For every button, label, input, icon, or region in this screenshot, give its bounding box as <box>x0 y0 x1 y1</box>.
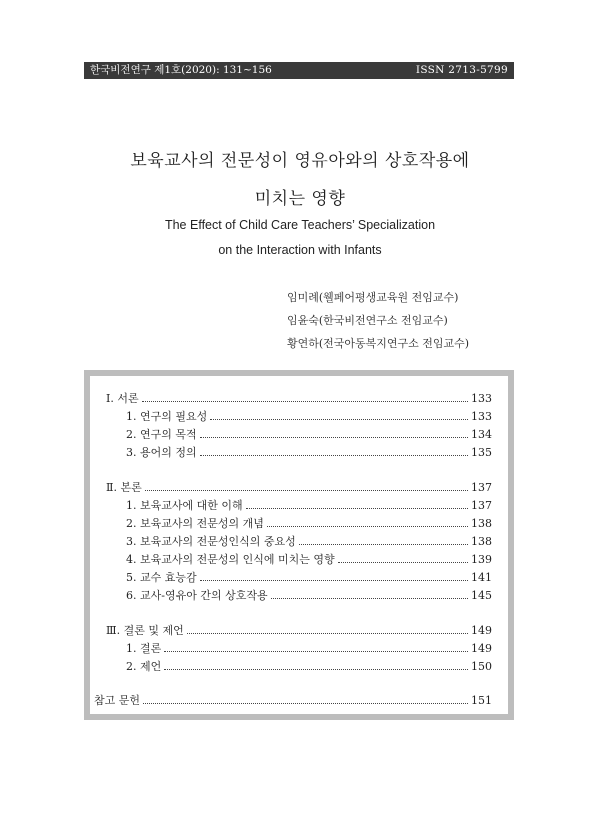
toc-entry-page: 133 <box>471 391 492 405</box>
toc-entry-label: Ⅲ. 결론 및 제언 <box>106 624 184 637</box>
toc-entry-label: 2. 연구의 목적 <box>126 428 197 441</box>
toc-entry-page: 150 <box>471 659 492 673</box>
toc-entry[interactable] <box>126 497 492 513</box>
journal-header-bar <box>84 62 514 79</box>
toc-leader-dots <box>200 454 468 456</box>
korean-title-line-2: 미치는 영향 <box>254 189 346 209</box>
journal-citation: 한국비전연구 제1호(2020): 131~156 <box>90 64 272 76</box>
toc-entry[interactable] <box>126 569 492 585</box>
toc-entry-page: 138 <box>471 516 492 530</box>
toc-entry-label: Ⅱ. 본론 <box>106 481 142 494</box>
toc-entry[interactable] <box>126 444 492 460</box>
toc-entry-page: 133 <box>471 409 492 423</box>
english-title-line-2: on the Interaction with Infants <box>218 243 382 257</box>
toc-leader-dots <box>187 632 468 634</box>
toc-entry-page: 137 <box>471 480 492 494</box>
toc-entry[interactable] <box>94 692 492 708</box>
toc-entry-page: 138 <box>471 534 492 548</box>
toc-entry-label: 4. 보육교사의 전문성의 인식에 미치는 영향 <box>126 553 335 566</box>
toc-leader-dots <box>267 525 468 527</box>
toc-entry-page: 149 <box>471 623 492 637</box>
toc-entry-page: 135 <box>471 445 492 459</box>
toc-leader-dots <box>143 702 468 704</box>
issn-label: ISSN 2713-5799 <box>415 64 508 76</box>
toc-entry-label: 5. 교수 효능감 <box>126 571 197 584</box>
toc-entry-label: 6. 교사-영유아 간의 상호작용 <box>126 589 268 602</box>
table-of-contents <box>84 370 514 720</box>
toc-entry[interactable] <box>126 533 492 549</box>
toc-leader-dots <box>210 418 468 420</box>
toc-entry-label: Ⅰ. 서론 <box>106 392 139 405</box>
author-1: 임미례(웰페어평생교육원 전임교수) <box>287 291 459 304</box>
toc-leader-dots <box>246 507 468 509</box>
toc-entry-page: 151 <box>471 693 492 707</box>
toc-entry[interactable] <box>126 551 492 567</box>
author-2: 임윤숙(한국비전연구소 전임교수) <box>287 314 448 327</box>
toc-entry-page: 139 <box>471 552 492 566</box>
toc-entry-label: 2. 제언 <box>126 660 162 673</box>
toc-entry-label: 3. 보육교사의 전문성인식의 중요성 <box>126 535 296 548</box>
toc-entry[interactable] <box>126 408 492 424</box>
toc-entry-label: 3. 용어의 정의 <box>126 446 197 459</box>
toc-entry[interactable] <box>106 390 492 406</box>
toc-entry[interactable] <box>126 658 492 674</box>
toc-entry-label: 1. 결론 <box>126 642 162 655</box>
toc-entry-page: 137 <box>471 498 492 512</box>
toc-entry-page: 141 <box>471 570 492 584</box>
toc-leader-dots <box>145 489 468 491</box>
toc-entry[interactable] <box>126 515 492 531</box>
korean-title-line-1: 보육교사의 전문성이 영유아와의 상호작용에 <box>130 151 470 171</box>
toc-entry-page: 149 <box>471 641 492 655</box>
toc-entry-label: 참고 문헌 <box>94 694 141 707</box>
toc-entry[interactable] <box>126 426 492 442</box>
toc-entry-label: 1. 보육교사에 대한 이해 <box>126 499 243 512</box>
toc-entry[interactable] <box>106 622 492 638</box>
toc-entry[interactable] <box>106 479 492 495</box>
english-title-line-1: The Effect of Child Care Teachers’ Specialization <box>164 218 436 232</box>
toc-entry-label: 2. 보육교사의 전문성의 개념 <box>126 517 264 530</box>
toc-leader-dots <box>200 579 468 581</box>
toc-leader-dots <box>164 668 468 670</box>
author-3: 황연하(전국아동복지연구소 전임교수) <box>287 337 470 350</box>
toc-entry[interactable] <box>126 587 492 603</box>
toc-leader-dots <box>200 436 468 438</box>
toc-leader-dots <box>164 650 468 652</box>
toc-entry-label: 1. 연구의 필요성 <box>126 410 208 423</box>
toc-entry[interactable] <box>126 640 492 656</box>
toc-leader-dots <box>271 597 468 599</box>
toc-leader-dots <box>338 561 468 563</box>
toc-leader-dots <box>299 543 468 545</box>
toc-entry-page: 145 <box>471 588 492 602</box>
toc-entry-page: 134 <box>471 427 492 441</box>
toc-leader-dots <box>142 400 468 402</box>
